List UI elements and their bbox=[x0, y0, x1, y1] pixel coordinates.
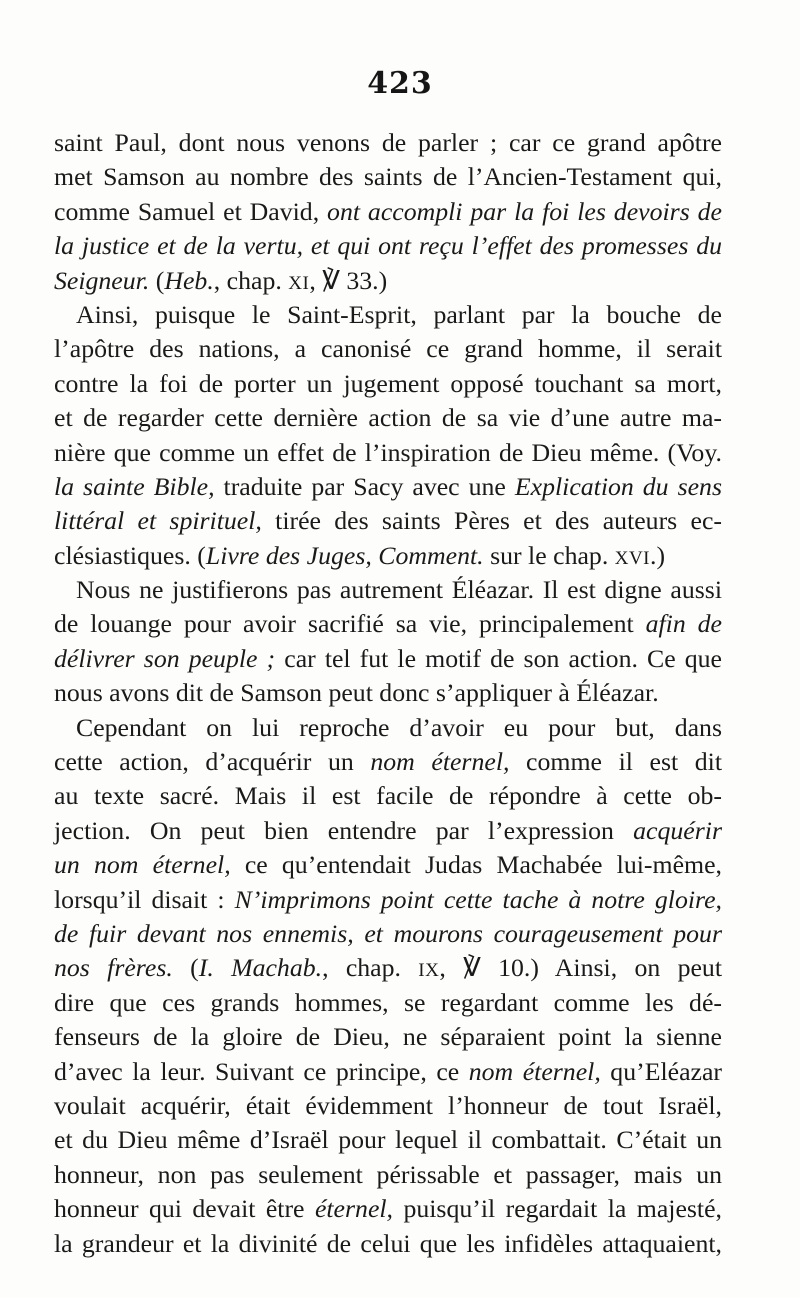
italic-run: Explication du sens bbox=[514, 471, 722, 501]
text-line bbox=[54, 642, 722, 676]
text-run: sur le chap. bbox=[483, 540, 615, 570]
text-run: voulait acquérir, était évidemment l’honneur de tout Israël, bbox=[54, 1090, 722, 1120]
italic-run: nom éternel, bbox=[370, 747, 510, 777]
text-line bbox=[54, 779, 722, 813]
text-run: met Samson au nombre des saints de l’Ancien-Testament qui, bbox=[54, 162, 722, 192]
text-line bbox=[54, 848, 722, 882]
text-line bbox=[54, 436, 722, 470]
text-run: d’avec la leur. Suivant ce principe, ce bbox=[54, 1056, 469, 1086]
text-run: Cependant on lui reproche d’avoir eu pour but, dans bbox=[76, 712, 722, 742]
text-run: nous avons dit de Samson peut donc s’appliquer à Éléazar. bbox=[54, 678, 659, 708]
text-line bbox=[54, 711, 722, 745]
text-line bbox=[54, 367, 722, 401]
italic-run: afin de bbox=[645, 609, 722, 639]
text-run: puisqu’il regardait la majesté, bbox=[393, 1194, 723, 1224]
italic-run: N’imprimons point cette tache à notre gloire, bbox=[234, 884, 722, 914]
text-line bbox=[54, 504, 722, 538]
text-run: comme il est dit bbox=[509, 747, 723, 777]
italic-run: éternel, bbox=[314, 1194, 394, 1224]
text-line bbox=[54, 951, 722, 985]
text-line bbox=[54, 539, 722, 573]
text-line bbox=[54, 676, 722, 710]
text-run: , chap. bbox=[213, 265, 289, 295]
text-line bbox=[54, 986, 722, 1020]
text-run: traduite par Sacy avec une bbox=[214, 471, 515, 501]
text-run: honneur qui devait être bbox=[54, 1194, 315, 1224]
text-run: et de regarder cette dernière action de sa vie d’une autre ma- bbox=[54, 403, 722, 433]
text-line bbox=[54, 607, 722, 641]
text-line bbox=[54, 126, 722, 160]
text-line bbox=[54, 332, 722, 366]
text-run: ( bbox=[149, 265, 165, 295]
text-line bbox=[54, 745, 722, 779]
text-line bbox=[54, 195, 722, 229]
italic-run: ont accompli par la foi les devoirs de bbox=[327, 196, 722, 226]
text-run: l’apôtre des nations, a canonisé ce grand homme, il serait bbox=[54, 334, 722, 364]
text-run: ce qu’entendait Judas Machabée lui-même, bbox=[230, 850, 722, 880]
roman-numeral: XI bbox=[288, 272, 310, 294]
page-number: 423 bbox=[367, 66, 433, 101]
text-run: , ℣ 33.) bbox=[309, 265, 388, 295]
body-text bbox=[54, 126, 722, 1261]
italic-run: I. Machab. bbox=[198, 953, 323, 983]
text-run: jection. On peut bien entendre par l’expression bbox=[54, 815, 634, 845]
italic-run: délivrer son peuple ; bbox=[54, 643, 276, 673]
italic-run: Seigneur. bbox=[54, 265, 150, 295]
text-run: dire que ces grands hommes, se regardant comme les dé- bbox=[54, 987, 722, 1017]
text-run: de louange pour avoir sacrifié sa vie, principalement bbox=[54, 609, 646, 639]
text-run: contre la foi de porter un jugement opposé touchant sa mort, bbox=[54, 368, 722, 398]
text-line bbox=[54, 1158, 722, 1192]
text-line bbox=[54, 264, 722, 298]
text-run: honneur, non pas seulement périssable et passager, mais un bbox=[54, 1159, 722, 1189]
text-run: , ℣ 10.) Ainsi, on peut bbox=[439, 953, 722, 983]
italic-run: Heb. bbox=[164, 265, 214, 295]
text-run: fenseurs de la gloire de Dieu, ne séparaient point la sienne bbox=[54, 1022, 722, 1052]
text-line bbox=[54, 229, 722, 263]
italic-run: de fuir devant nos ennemis, et mourons courageusement pour bbox=[54, 918, 722, 948]
text-run: cette action, d’acquérir un bbox=[54, 747, 371, 777]
text-run: car tel fut le motif de son action. Ce que bbox=[275, 643, 722, 673]
text-run: qu’Eléazar bbox=[600, 1056, 723, 1086]
text-run: comme Samuel et David, bbox=[54, 196, 328, 226]
text-line bbox=[54, 814, 722, 848]
italic-run: nom éternel, bbox=[468, 1056, 601, 1086]
text-run: saint Paul, dont nous venons de parler ; car ce grand apôtre bbox=[54, 128, 722, 157]
text-run: la grandeur et la divinité de celui que les infidèles attaquaient, bbox=[54, 1228, 722, 1258]
italic-run: littéral et spirituel, bbox=[54, 506, 262, 536]
text-line bbox=[54, 573, 722, 607]
text-run: , chap. bbox=[322, 953, 419, 983]
italic-run: la justice et de la vertu, et qui ont reçu l’effet des promesses du bbox=[54, 231, 722, 261]
text-run: clésiastiques. ( bbox=[54, 540, 206, 570]
text-line bbox=[54, 1192, 722, 1226]
text-line bbox=[54, 401, 722, 435]
text-line bbox=[54, 160, 722, 194]
text-line bbox=[54, 1089, 722, 1123]
text-run: tirée des saints Pères et des auteurs ec- bbox=[261, 506, 722, 536]
roman-numeral: XVI bbox=[614, 547, 650, 569]
italic-run: nos frères. bbox=[54, 953, 173, 983]
italic-run: un nom éternel, bbox=[54, 850, 231, 880]
text-line bbox=[54, 298, 722, 332]
text-run: et du Dieu même d’Israël pour lequel il combattait. C’était un bbox=[54, 1125, 722, 1155]
text-run: Nous ne justifierons pas autrement Éléazar. Il est digne aussi bbox=[76, 575, 722, 605]
text-line bbox=[54, 917, 722, 951]
text-run: .) bbox=[650, 540, 666, 570]
text-run: au texte sacré. Mais il est facile de répondre à cette ob- bbox=[54, 781, 722, 811]
text-line bbox=[54, 883, 722, 917]
text-line bbox=[54, 1055, 722, 1089]
text-run: lorsqu’il disait : bbox=[54, 884, 235, 914]
text-line bbox=[54, 1123, 722, 1157]
text-run: nière que comme un effet de l’inspiration de Dieu même. (Voy. bbox=[54, 437, 722, 467]
text-run: Ainsi, puisque le Saint-Esprit, parlant par la bouche de bbox=[76, 299, 722, 329]
roman-numeral: IX bbox=[418, 960, 440, 982]
text-run: ( bbox=[172, 953, 199, 983]
italic-run: la sainte Bible, bbox=[54, 471, 215, 501]
text-line bbox=[54, 1227, 722, 1261]
text-line bbox=[54, 1020, 722, 1054]
italic-run: acquérir bbox=[633, 815, 722, 845]
italic-run: Livre des Juges, Comment. bbox=[205, 540, 484, 570]
text-line bbox=[54, 470, 722, 504]
